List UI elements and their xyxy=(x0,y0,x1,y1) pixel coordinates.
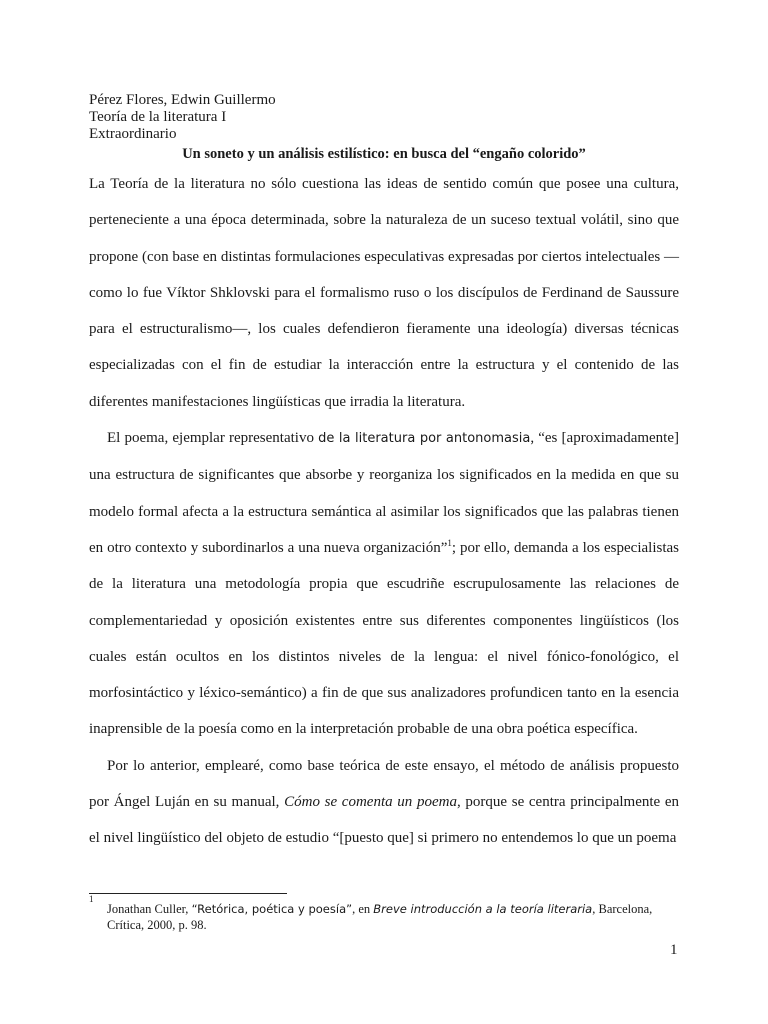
paragraph-2-part-3: ; por ello, demanda a los especialistas de la literatura una metodología propia que escudriñe escrupulosamente las relaciones de complementariedad y oposición existentes entre sus diferentes componentes lingüísticos (los cuales están ocultos en los distintos niveles de la lengua: el nivel fónico-fonológico, el morfosintáctico y léxico-semántico) a fin de que sus analizadores profundicen tanto en la esencia inaprensible de la poesía como en la interpretación probable de una obra poética específica. xyxy=(89,539,679,738)
paragraph-1: La Teoría de la literatura no sólo cuestiona las ideas de sentido común que posee una cultura, perteneciente a una época determinada, sobre la naturaleza de un suceso textual volátil, sino que propone (con base en distintas formulaciones especulativas expresadas por ciertos intelectuales —como lo fue Víktor Shklovski para el formalismo ruso o los discípulos de Ferdinand de Saussure para el estructuralismo—, los cuales defendieron fieramente una ideología) diversas técnicas especializadas con el fin de estudiar la interacción entre la estructura y el contenido de las diferentes manifestaciones lingüísticas que irradia la literatura. xyxy=(89,176,679,410)
paragraph-3-book-title: Cómo se comenta un poema xyxy=(284,794,457,811)
paragraph-2 xyxy=(89,420,679,748)
footnote xyxy=(107,901,679,933)
paragraph-2-part-2: , “es [aproximadamente] una estructura de significantes que absorbe y reorganiza los significados en la medida en que su modelo formal afecta a la estructura semántica al asimilar los significados que las palabras tienen en otro contexto y subordinarlos a una nueva organización” xyxy=(89,430,679,556)
footnote-author: Jonathan Culler, xyxy=(107,902,192,916)
course-name: Teoría de la literatura I xyxy=(89,109,227,125)
document-page: Pérez Flores, Edwin Guillermo Teoría de la literatura I Extraordinario Un soneto y un análisis estilístico: en busca del “engaño colorido” La Teoría de la literatura no sólo cuestiona las ideas de sentido común que posee una cultura, perteneciente a una época determinada, sobre la naturaleza de un suceso textual volátil, sino que propone (con base en distintas formulaciones especulativas expresadas por ciertos intelectuales —como lo fue Víktor Shklovski para el formalismo ruso o los discípulos de Ferdinand de Saussure para el estructuralismo—, los cuales defendieron fieramente una ideología) diversas técnicas especializadas con el fin de estudiar la interacción entre la estructura y el contenido de las diferentes manifestaciones lingüísticas que irradia la literatura. El poema, ejemplar representativo de la literatura por antonomasia, “es [aproximadamente] una estructura de significantes que absorbe y reorganiza los significados en la medida en que su modelo formal afecta a la estructura semántica al asimilar los significados que las palabras tienen en otro contexto y subordinarlos a una nueva organización”$^1$; por ello, demanda a los especialistas de la literatura una metodología propia que escudriñe escrupulosamente las relaciones de complementariedad y oposición existentes entre sus diferentes componentes lingüísticos (los cuales están ocultos en los distintos niveles de la lengua: el nivel fónico-fonológico, el morfosintáctico y léxico-semántico) a fin de que sus analizadores profundicen tanto en la esencia inaprensible de la poesía como en la interpretación probable de una obra poética específica. Por lo anterior, emplearé, como base teórica de este ensayo, el método de análisis propuesto por Ángel Luján en su manual, Cómo se comenta un poema, porque se centra principalmente en el nivel lingüístico del objeto de estudio “[puesto que] si primero no entendemos lo que un poema 1 Jonathan Culler, “Retórica, poética y poesía”, en Breve introducción a la teoría literaria, Barcelona, Crítica, 2000, p. 98. 1 xyxy=(89,92,680,958)
author-name: Pérez Flores, Edwin Guillermo xyxy=(89,92,276,108)
paragraph-3-part-2: , porque se centra principalmente en el nivel lingüístico del objeto de estudio “[puesto que] si primero no entendemos lo que un poema xyxy=(89,794,680,847)
paragraph-3 xyxy=(89,748,679,857)
paragraph-2-sans-part: de la literatura por antonomasia xyxy=(318,431,531,447)
footnote-reference[interactable]: 1 xyxy=(447,537,452,548)
body-text xyxy=(89,166,679,857)
page-number: 1 xyxy=(670,942,678,958)
footnote-book-title: Breve introducción a la teoría literaria xyxy=(373,902,593,916)
footnote-in-text: , en xyxy=(352,902,374,916)
footnote-rest: , Barcelona, Crítica, 2000, p. 98. xyxy=(107,902,653,932)
paragraph-3-part-1: Por lo anterior, emplearé, como base teórica de este ensayo, el método de análisis propuesto por Ángel Luján en su manual, xyxy=(89,757,679,811)
header-block xyxy=(89,92,276,143)
exam-type: Extraordinario xyxy=(89,126,177,142)
footnote-divider xyxy=(89,893,287,894)
essay-title: Un soneto y un análisis estilístico: en busca del “engaño colorido” xyxy=(182,146,586,162)
paragraph-2-part-1: El poema, ejemplar representativo xyxy=(107,430,319,447)
footnote-article: “Retórica, poética y poesía” xyxy=(191,902,353,916)
